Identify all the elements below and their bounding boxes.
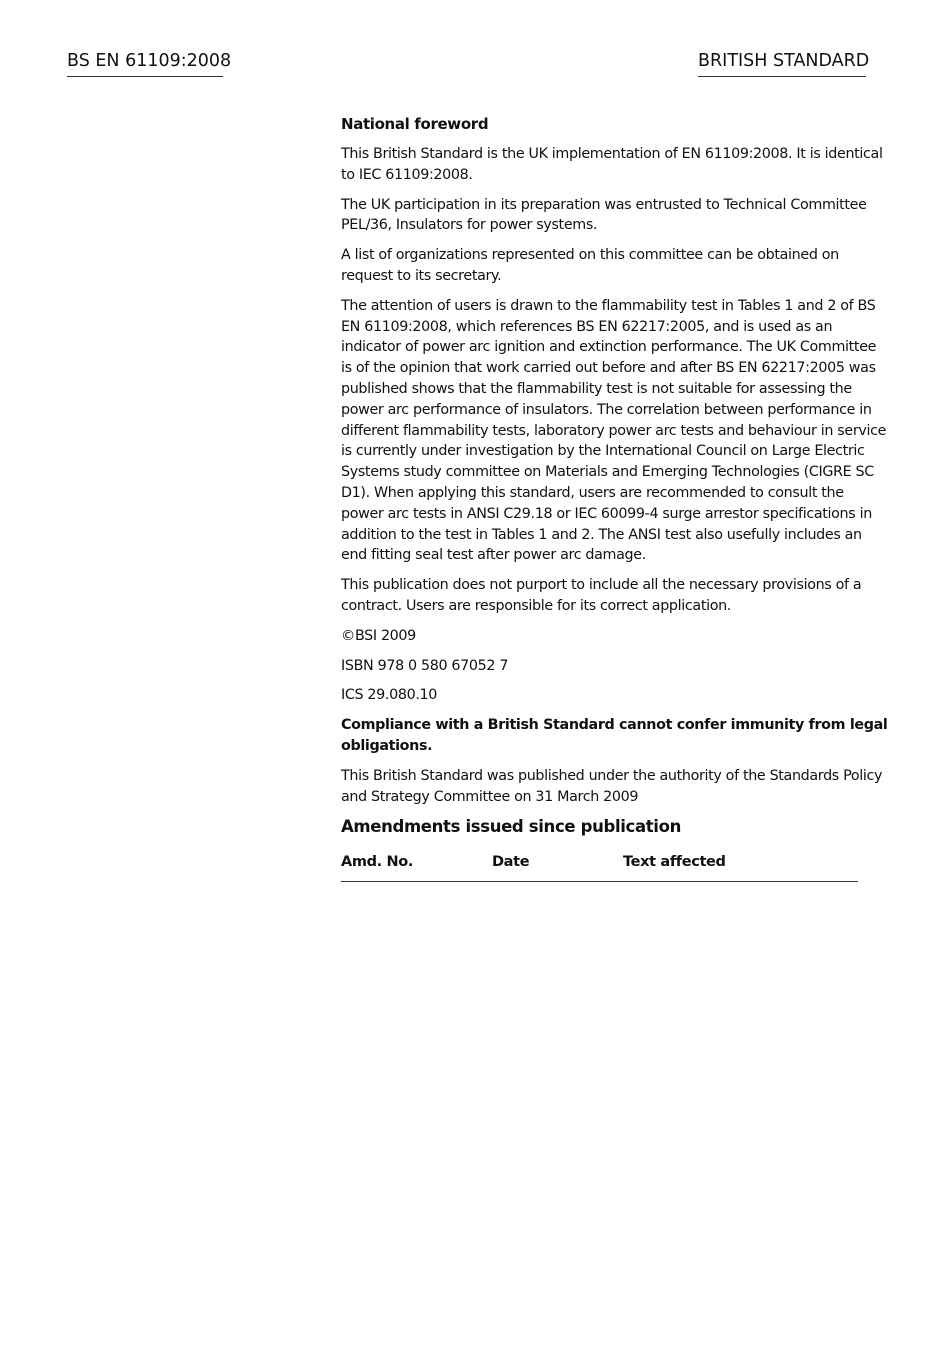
isbn-line: ISBN 978 0 580 67052 7 (341, 657, 509, 674)
publication-notice: This British Standard was published under the authority of the Standards Policy and Strategy Committee on 31 March 2009 (341, 767, 883, 805)
amendments-table (341, 848, 858, 882)
foreword-title: National foreword (341, 115, 489, 133)
column-header-amd-no: Amd. No. (341, 848, 492, 881)
foreword-paragraph: This publication does not purport to include all the necessary provisions of a contract. Users are responsible for its correct application. (341, 577, 862, 614)
standard-label: BRITISH STANDARD (698, 49, 866, 77)
compliance-notice: Compliance with a British Standard cannot confer immunity from legal obligations. (341, 717, 888, 754)
foreword-paragraph: This British Standard is the UK implementation of EN 61109:2008. It is identical to IEC 61109:2008. (341, 146, 883, 183)
document-code: BS EN 61109:2008 (67, 49, 223, 77)
foreword-paragraph: The attention of users is drawn to the flammability test in Tables 1 and 2 of BS EN 61109:2008, which references BS EN 62217:2005, and is used as an indicator of power arc ignition and extinction performance. The UK Committee is of the opinion that work carried out before and after BS EN 62217:2005 was published shows that the flammability test is not suitable for assessing the power arc performance of insulators. The correlation between performance in different flammability tests, laboratory power arc tests and behaviour in service is currently under investigation by the International Council on Large Electric Systems study committee on Materials and Emerging Technologies (CIGRE SC D1). When applying this standard, users are recommended to consult the power arc tests in ANSI C29.18 or IEC 60099-4 surge arrestor specifications in addition to the test in Tables 1 and 2. The ANSI test also usefully includes an end fitting seal test after power arc damage. (341, 297, 887, 564)
national-foreword (341, 113, 889, 882)
amendments-title: Amendments issued since publication (341, 817, 681, 837)
foreword-paragraph: A list of organizations represented on this committee can be obtained on request to its secretary. (341, 247, 839, 284)
column-header-date: Date (492, 848, 623, 881)
amendments-header-row (341, 848, 858, 881)
foreword-paragraph: The UK participation in its preparation was entrusted to Technical Committee PEL/36, Insulators for power systems. (341, 196, 867, 234)
ics-line: ICS 29.080.10 (341, 687, 438, 704)
column-header-text-affected: Text affected (623, 848, 858, 881)
copyright-line: ©BSI 2009 (341, 627, 416, 644)
